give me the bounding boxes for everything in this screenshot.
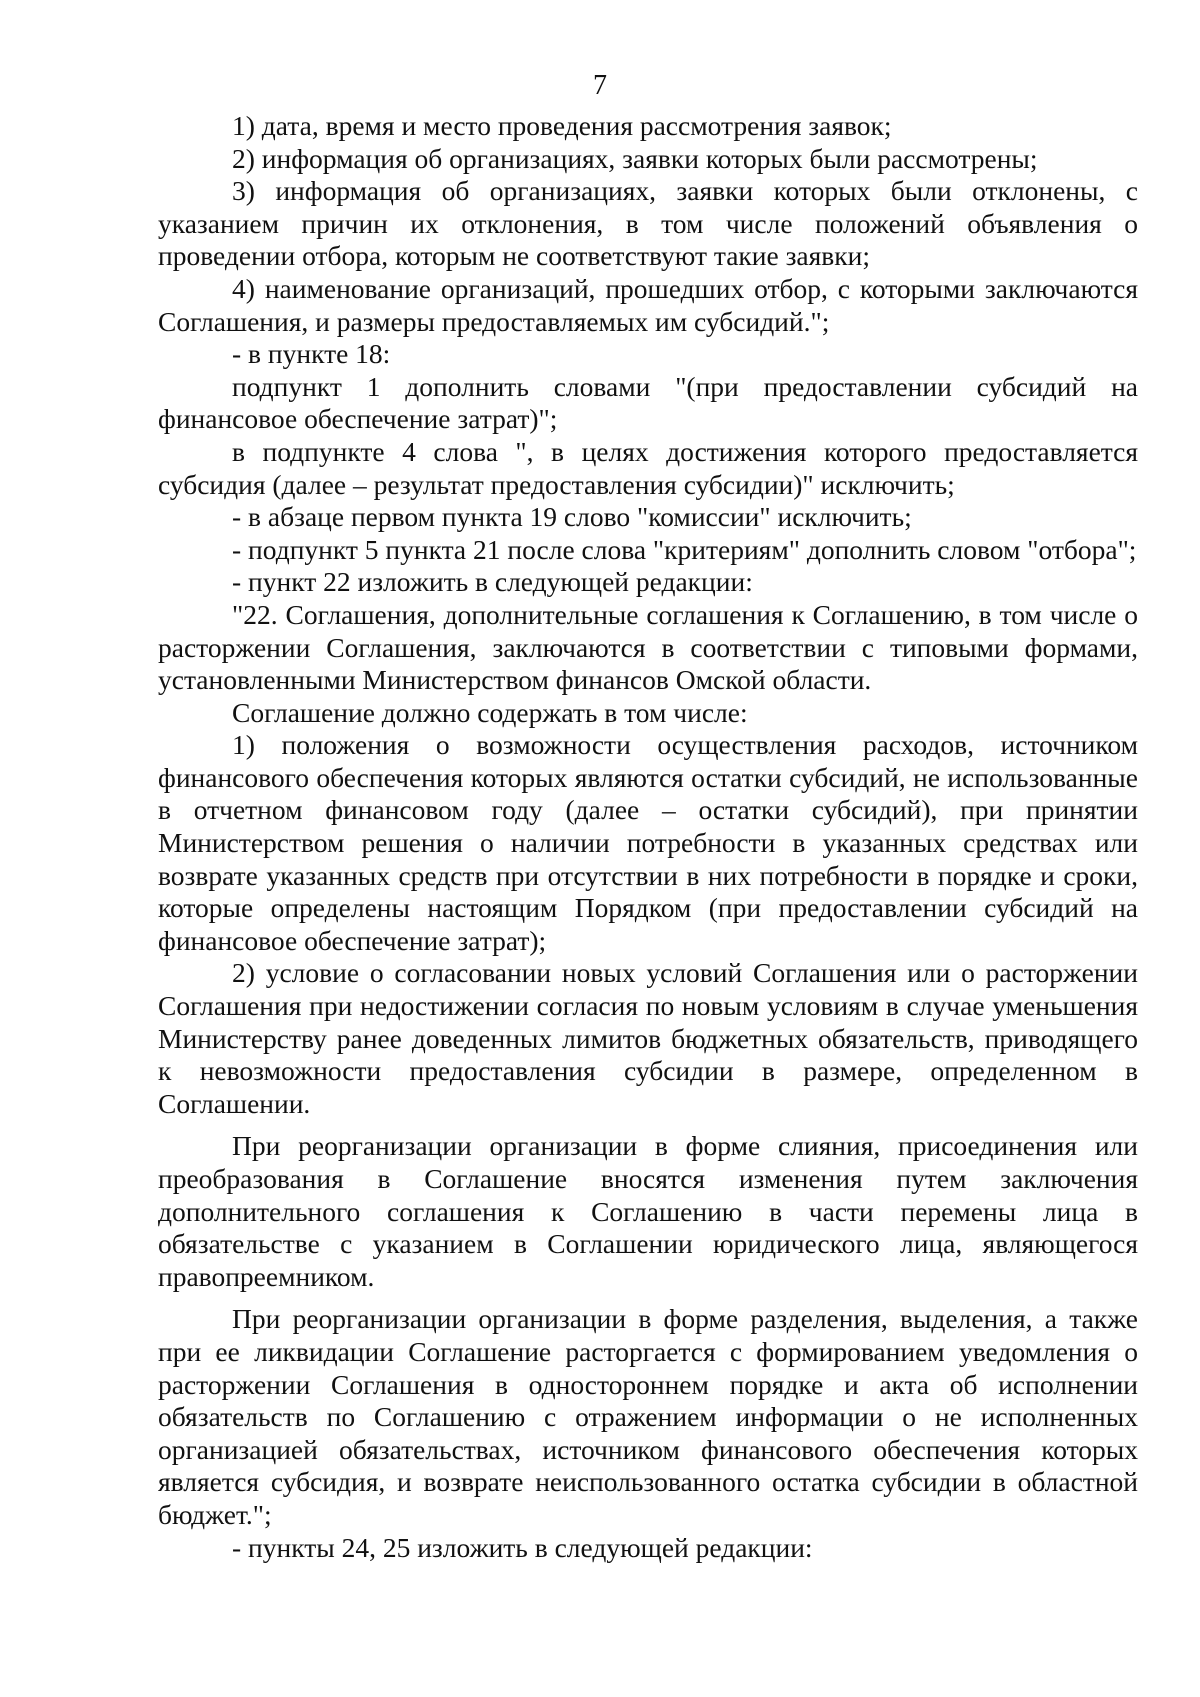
paragraph: - подпункт 5 пункта 21 после слова "критериям" дополнить словом "отбора";: [232, 533, 1137, 565]
paragraph: 2) условие о согласовании новых условий Соглашения или о расторжении Соглашения при недостижении согласия по новым условиям в случае уменьшения Министерству ранее доведенных лимитов бюджетных обязательств, приводящего к невозможности предоставления субсидии в размере, определенном в Соглашении.: [158, 957, 1138, 1119]
document-body: [158, 110, 1138, 1564]
paragraph: 4) наименование организаций, прошедших отбор, с которыми заключаются Соглашения, и размеры предоставляемых им субсидий.";: [158, 272, 1138, 337]
paragraph: 3) информация об организациях, заявки которых были отклонены, с указанием причин их отклонения, в том числе положений объявления о проведении отбора, которым не соответствуют такие заявки;: [158, 175, 1138, 272]
paragraph: - пункты 24, 25 изложить в следующей редакции:: [232, 1531, 813, 1563]
paragraph: 1) дата, время и место проведения рассмотрения заявок;: [232, 110, 892, 141]
paragraph: подпункт 1 дополнить словами "(при предоставлении субсидий на финансовое обеспечение затрат)";: [158, 370, 1138, 435]
paragraph: - в абзаце первом пункта 19 слово "комиссии" исключить;: [232, 501, 912, 533]
paragraph: - пункт 22 изложить в следующей редакции:: [232, 566, 753, 598]
paragraph: 1) положения о возможности осуществления расходов, источником финансового обеспечения которых являются остатки субсидий, не использованные в отчетном финансовом году (далее – остатки субсидий), при принятии Министерством решения о наличии потребности в указанных средствах или возврате указанных средств при отсутствии в них потребности в порядке и сроки, которые определены настоящим Порядком (при предоставлении субсидий на финансовое обеспечение затрат);: [158, 729, 1138, 956]
paragraph: "22. Соглашения, дополнительные соглашения к Соглашению, в том числе о расторжении Соглашения, заключаются в соответствии с типовыми формами, установленными Министерством финансов Омской области.: [158, 598, 1138, 696]
paragraph: 2) информация об организациях, заявки которых были рассмотрены;: [232, 142, 1038, 174]
paragraph: При реорганизации организации в форме разделения, выделения, а также при ее ликвидации Соглашение расторгается с формированием уведомления о расторжении Соглашения в одностороннем порядке и акта об исполнении обязательств по Соглашению с отражением информации о не исполненных организацией обязательствах, источником финансового обеспечения которых является субсидия, и возврате неиспользованного остатка субсидии в областной бюджет.";: [158, 1303, 1138, 1530]
paragraph: в подпункте 4 слова ", в целях достижения которого предоставляется субсидия (далее – результат предоставления субсидии)" исключить;: [158, 435, 1138, 500]
page-number: 7: [593, 70, 607, 101]
paragraph: - в пункте 18:: [232, 338, 391, 370]
paragraph: При реорганизации организации в форме слияния, присоединения или преобразования в Соглашение вносятся изменения путем заключения дополнительного соглашения к Соглашению в части перемены лица в обязательстве с указанием в Соглашении юридического лица, являющегося правопреемником.: [158, 1130, 1138, 1292]
paragraph: Соглашение должно содержать в том числе:: [232, 696, 748, 728]
